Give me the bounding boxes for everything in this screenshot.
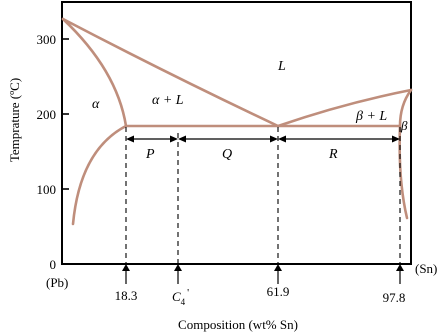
left-end-label: (Pb): [46, 275, 69, 290]
segment-q-arrow-left: [178, 136, 186, 143]
marker-label-61-9: 61.9: [266, 284, 290, 299]
marker-arrow-c4-head: [174, 264, 182, 271]
marker-label-c4-subscript: 4: [180, 297, 186, 307]
marker-label-18-3: 18.3: [114, 288, 138, 303]
y-tick-label-300: 300: [36, 32, 56, 47]
marker-label-c4-prime-mark: ': [187, 287, 190, 299]
solvus-beta-curve: [400, 126, 407, 218]
marker-arrow-61-9-head: [274, 264, 282, 271]
marker-arrow-18-3-head: [122, 264, 130, 271]
region-label-beta-liquid: β + L: [356, 109, 388, 124]
region-label-alpha: α: [92, 97, 100, 112]
segment-label-r: R: [329, 147, 338, 162]
y-tick-label-100: 100: [36, 182, 56, 197]
marker-arrow-97-8-head: [396, 264, 404, 271]
liquidus-right-curve: [278, 90, 411, 126]
segment-r-arrow-left: [278, 136, 286, 143]
solvus-alpha-curve: [73, 126, 126, 224]
marker-label-c4-letter: C: [172, 289, 181, 304]
region-label-liquid: L: [278, 59, 286, 74]
segment-label-p: P: [146, 147, 155, 162]
segment-p-arrow-left: [126, 136, 134, 143]
region-label-alpha-liquid: α + L: [152, 93, 184, 108]
y-axis-label: Temprature (ºC): [7, 77, 22, 163]
x-axis-label: Composition (wt% Sn): [178, 317, 298, 332]
segment-label-q: Q: [222, 147, 233, 162]
region-label-beta: β: [401, 118, 408, 133]
right-end-label: (Sn): [415, 261, 438, 276]
y-tick-label-200: 200: [36, 107, 56, 122]
marker-label-97-8: 97.8: [382, 290, 406, 305]
marker-label-c4-prime: [172, 287, 189, 307]
y-tick-label-0: 0: [49, 257, 56, 272]
segment-q-arrow-right: [270, 136, 278, 143]
segment-p-arrow-right: [170, 136, 178, 143]
